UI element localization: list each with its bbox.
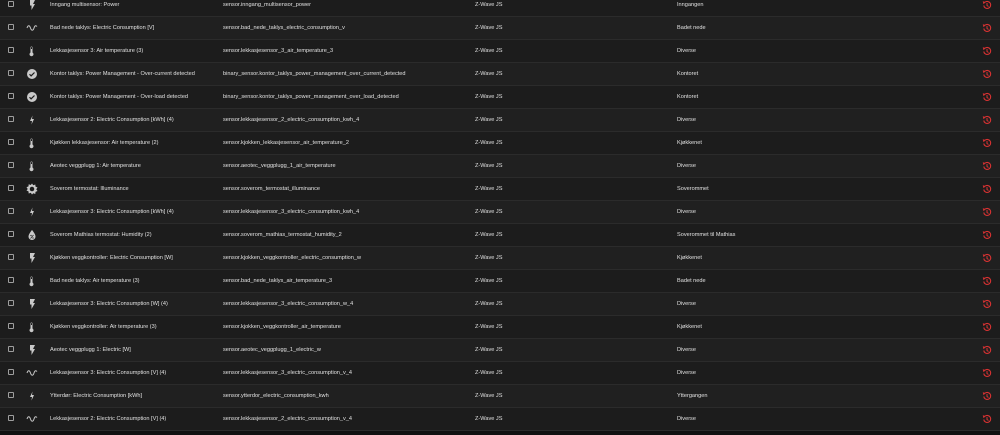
- entity-id: sensor.soverom_mathias_termostat_humidity_2: [223, 232, 342, 238]
- sine-wave-icon: [26, 413, 38, 425]
- area: Kjøkkenet: [677, 324, 702, 330]
- entity-name: Lekkasjesensor 2: Electric Consumption [V] (4): [50, 416, 167, 422]
- area: Kjøkkenet: [677, 255, 702, 261]
- row-checkbox[interactable]: [8, 231, 14, 237]
- restore-entity-icon[interactable]: [981, 275, 993, 287]
- entity-id: sensor.kjokken_lekkasjesensor_air_temperature_2: [223, 140, 349, 146]
- restore-entity-icon[interactable]: [981, 45, 993, 57]
- table-row[interactable]: [0, 201, 1000, 224]
- thermometer-icon: [26, 137, 38, 149]
- entity-name: Lekkasjesensor 2: Electric Consumption [kWh] (4): [50, 117, 174, 123]
- restore-entity-icon[interactable]: [981, 206, 993, 218]
- sine-wave-icon: [26, 367, 38, 379]
- restore-entity-icon[interactable]: [981, 229, 993, 241]
- integration: Z-Wave JS: [475, 2, 503, 8]
- integration: Z-Wave JS: [475, 393, 503, 399]
- table-row[interactable]: [0, 0, 1000, 17]
- integration: Z-Wave JS: [475, 347, 503, 353]
- row-checkbox[interactable]: [8, 346, 14, 352]
- table-row[interactable]: [0, 316, 1000, 339]
- entity-name: Bad nede taklys: Electric Consumption [V]: [50, 25, 155, 31]
- entity-name: Aeotec veggplugg 1: Electric [W]: [50, 347, 131, 353]
- check-circle-icon: [26, 68, 38, 80]
- integration: Z-Wave JS: [475, 71, 503, 77]
- restore-entity-icon[interactable]: [981, 344, 993, 356]
- entity-id: sensor.kjokken_veggkontroller_electric_consumption_w: [223, 255, 362, 261]
- entity-id: sensor.aeotec_veggplugg_1_electric_w: [223, 347, 321, 353]
- entity-name: Soverom termostat: Illuminance: [50, 186, 129, 192]
- area: Badet nede: [677, 278, 706, 284]
- entity-id: sensor.inngang_multisensor_power: [223, 2, 312, 8]
- table-row[interactable]: [0, 224, 1000, 247]
- row-checkbox[interactable]: [8, 277, 14, 283]
- lightning-icon: [26, 390, 38, 402]
- table-row[interactable]: [0, 385, 1000, 408]
- restore-entity-icon[interactable]: [981, 183, 993, 195]
- entity-id: sensor.soverom_termostat_illuminance: [223, 186, 321, 192]
- flash-icon: [26, 252, 38, 264]
- restore-entity-icon[interactable]: [981, 252, 993, 264]
- row-checkbox[interactable]: [8, 162, 14, 168]
- area: Kjøkkenet: [677, 140, 702, 146]
- restore-entity-icon[interactable]: [981, 160, 993, 172]
- area: Diverse: [677, 209, 696, 215]
- entity-id: sensor.aeotec_veggplugg_1_air_temperature: [223, 163, 336, 169]
- entity-name: Kontor taklys: Power Management - Over-current detected: [50, 71, 195, 77]
- row-checkbox[interactable]: [8, 24, 14, 30]
- restore-entity-icon[interactable]: [981, 413, 993, 425]
- entity-id: binary_sensor.kontor_taklys_power_management_over_current_detected: [223, 71, 406, 77]
- table-row[interactable]: [0, 109, 1000, 132]
- table-row[interactable]: [0, 408, 1000, 431]
- entity-id: sensor.lekkasjesensor_3_electric_consumption_kwh_4: [223, 209, 360, 215]
- integration: Z-Wave JS: [475, 163, 503, 169]
- row-checkbox[interactable]: [8, 185, 14, 191]
- entity-name: Kjøkken veggkontroller: Electric Consumption [W]: [50, 255, 173, 261]
- entity-id: sensor.lekkasjesensor_2_electric_consumption_v_4: [223, 416, 353, 422]
- row-checkbox[interactable]: [8, 47, 14, 53]
- area: Inngangen: [677, 2, 704, 8]
- table-row[interactable]: [0, 247, 1000, 270]
- entity-id: sensor.kjokken_veggkontroller_air_temperature: [223, 324, 341, 330]
- entity-id: sensor.lekkasjesensor_3_air_temperature_3: [223, 48, 334, 54]
- integration: Z-Wave JS: [475, 25, 503, 31]
- area: Badet nede: [677, 25, 706, 31]
- flash-icon: [26, 0, 38, 11]
- entity-name: Bad nede taklys: Air temperature (3): [50, 278, 140, 284]
- entity-name: Soverom Mathias termostat: Humidity (2): [50, 232, 152, 238]
- restore-entity-icon[interactable]: [981, 321, 993, 333]
- integration: Z-Wave JS: [475, 48, 503, 54]
- thermometer-icon: [26, 321, 38, 333]
- area: Diverse: [677, 117, 696, 123]
- table-row[interactable]: [0, 270, 1000, 293]
- row-checkbox[interactable]: [8, 93, 14, 99]
- row-checkbox[interactable]: [8, 139, 14, 145]
- lightning-icon: [26, 114, 38, 126]
- restore-entity-icon[interactable]: [981, 367, 993, 379]
- table-row[interactable]: [0, 293, 1000, 316]
- row-checkbox[interactable]: [8, 300, 14, 306]
- integration: Z-Wave JS: [475, 186, 503, 192]
- sine-wave-icon: [26, 22, 38, 34]
- entity-id: sensor.bad_nede_taklys_air_temperature_3: [223, 278, 333, 284]
- integration: Z-Wave JS: [475, 255, 503, 261]
- entity-id: sensor.lekkasjesensor_3_electric_consumption_v_4: [223, 370, 353, 376]
- integration: Z-Wave JS: [475, 278, 503, 284]
- entity-id: sensor.ytterdor_electric_consumption_kwh: [223, 393, 329, 399]
- entity-name: Kjøkken veggkontroller: Air temperature (3): [50, 324, 157, 330]
- restore-entity-icon[interactable]: [981, 298, 993, 310]
- integration: Z-Wave JS: [475, 140, 503, 146]
- area: Soverommet: [677, 186, 709, 192]
- thermometer-icon: [26, 45, 38, 57]
- area: Yttergangen: [677, 393, 708, 399]
- area: Diverse: [677, 416, 696, 422]
- check-circle-icon: [26, 91, 38, 103]
- entity-name: Lekkasjesensor 3: Air temperature (3): [50, 48, 144, 54]
- table-row[interactable]: [0, 155, 1000, 178]
- integration: Z-Wave JS: [475, 94, 503, 100]
- integration: Z-Wave JS: [475, 370, 503, 376]
- integration: Z-Wave JS: [475, 301, 503, 307]
- table-row[interactable]: [0, 132, 1000, 155]
- area: Diverse: [677, 48, 696, 54]
- entity-name: Inngang multisensor: Power: [50, 2, 120, 8]
- restore-entity-icon[interactable]: [981, 137, 993, 149]
- lightning-icon: [26, 206, 38, 218]
- table-row[interactable]: [0, 17, 1000, 40]
- area: Soverommet til Mathias: [677, 232, 736, 238]
- area: Diverse: [677, 301, 696, 307]
- restore-entity-icon[interactable]: [981, 22, 993, 34]
- row-checkbox[interactable]: [8, 323, 14, 329]
- integration: Z-Wave JS: [475, 416, 503, 422]
- restore-entity-icon[interactable]: [981, 0, 993, 11]
- integration: Z-Wave JS: [475, 324, 503, 330]
- row-checkbox[interactable]: [8, 70, 14, 76]
- brightness-icon: [26, 183, 38, 195]
- row-checkbox[interactable]: [8, 392, 14, 398]
- thermometer-icon: [26, 275, 38, 287]
- row-checkbox[interactable]: [8, 208, 14, 214]
- table-row[interactable]: [0, 40, 1000, 63]
- table-row[interactable]: [0, 63, 1000, 86]
- flash-icon: [26, 344, 38, 356]
- table-row[interactable]: [0, 178, 1000, 201]
- entity-name: Ytterdør: Electric Consumption [kWh]: [50, 393, 143, 399]
- restore-entity-icon[interactable]: [981, 390, 993, 402]
- integration: Z-Wave JS: [475, 232, 503, 238]
- restore-entity-icon[interactable]: [981, 91, 993, 103]
- row-checkbox[interactable]: [8, 415, 14, 421]
- entity-id: sensor.lekkasjesensor_2_electric_consumption_kwh_4: [223, 117, 360, 123]
- entity-name: Aeotec veggplugg 1: Air temperature: [50, 163, 141, 169]
- entity-name: Lekkasjesensor 3: Electric Consumption [kWh] (4): [50, 209, 174, 215]
- restore-entity-icon[interactable]: [981, 68, 993, 80]
- integration: Z-Wave JS: [475, 209, 503, 215]
- entity-id: binary_sensor.kontor_taklys_power_management_over_load_detected: [223, 94, 399, 100]
- entity-name: Kontor taklys: Power Management - Over-load detected: [50, 94, 189, 100]
- flash-icon: [26, 298, 38, 310]
- row-checkbox[interactable]: [8, 1, 14, 7]
- area: Kontoret: [677, 94, 699, 100]
- area: Diverse: [677, 370, 696, 376]
- entity-id: sensor.lekkasjesensor_3_electric_consumption_w_4: [223, 301, 354, 307]
- entity-name: Lekkasjesensor 3: Electric Consumption [V] (4): [50, 370, 167, 376]
- table-row[interactable]: [0, 362, 1000, 385]
- area: Diverse: [677, 163, 696, 169]
- entity-name: Kjøkken lekkasjesensor: Air temperature (2): [50, 140, 159, 146]
- area: Kontoret: [677, 71, 699, 77]
- water-percent-icon: [26, 229, 38, 241]
- row-checkbox[interactable]: [8, 254, 14, 260]
- row-checkbox[interactable]: [8, 116, 14, 122]
- restore-entity-icon[interactable]: [981, 114, 993, 126]
- integration: Z-Wave JS: [475, 117, 503, 123]
- table-row[interactable]: [0, 86, 1000, 109]
- entity-name: Lekkasjesensor 3: Electric Consumption [W] (4): [50, 301, 168, 307]
- table-row[interactable]: [0, 339, 1000, 362]
- thermometer-icon: [26, 160, 38, 172]
- area: Diverse: [677, 347, 696, 353]
- entity-id: sensor.bad_nede_taklys_electric_consumption_v: [223, 25, 345, 31]
- row-checkbox[interactable]: [8, 369, 14, 375]
